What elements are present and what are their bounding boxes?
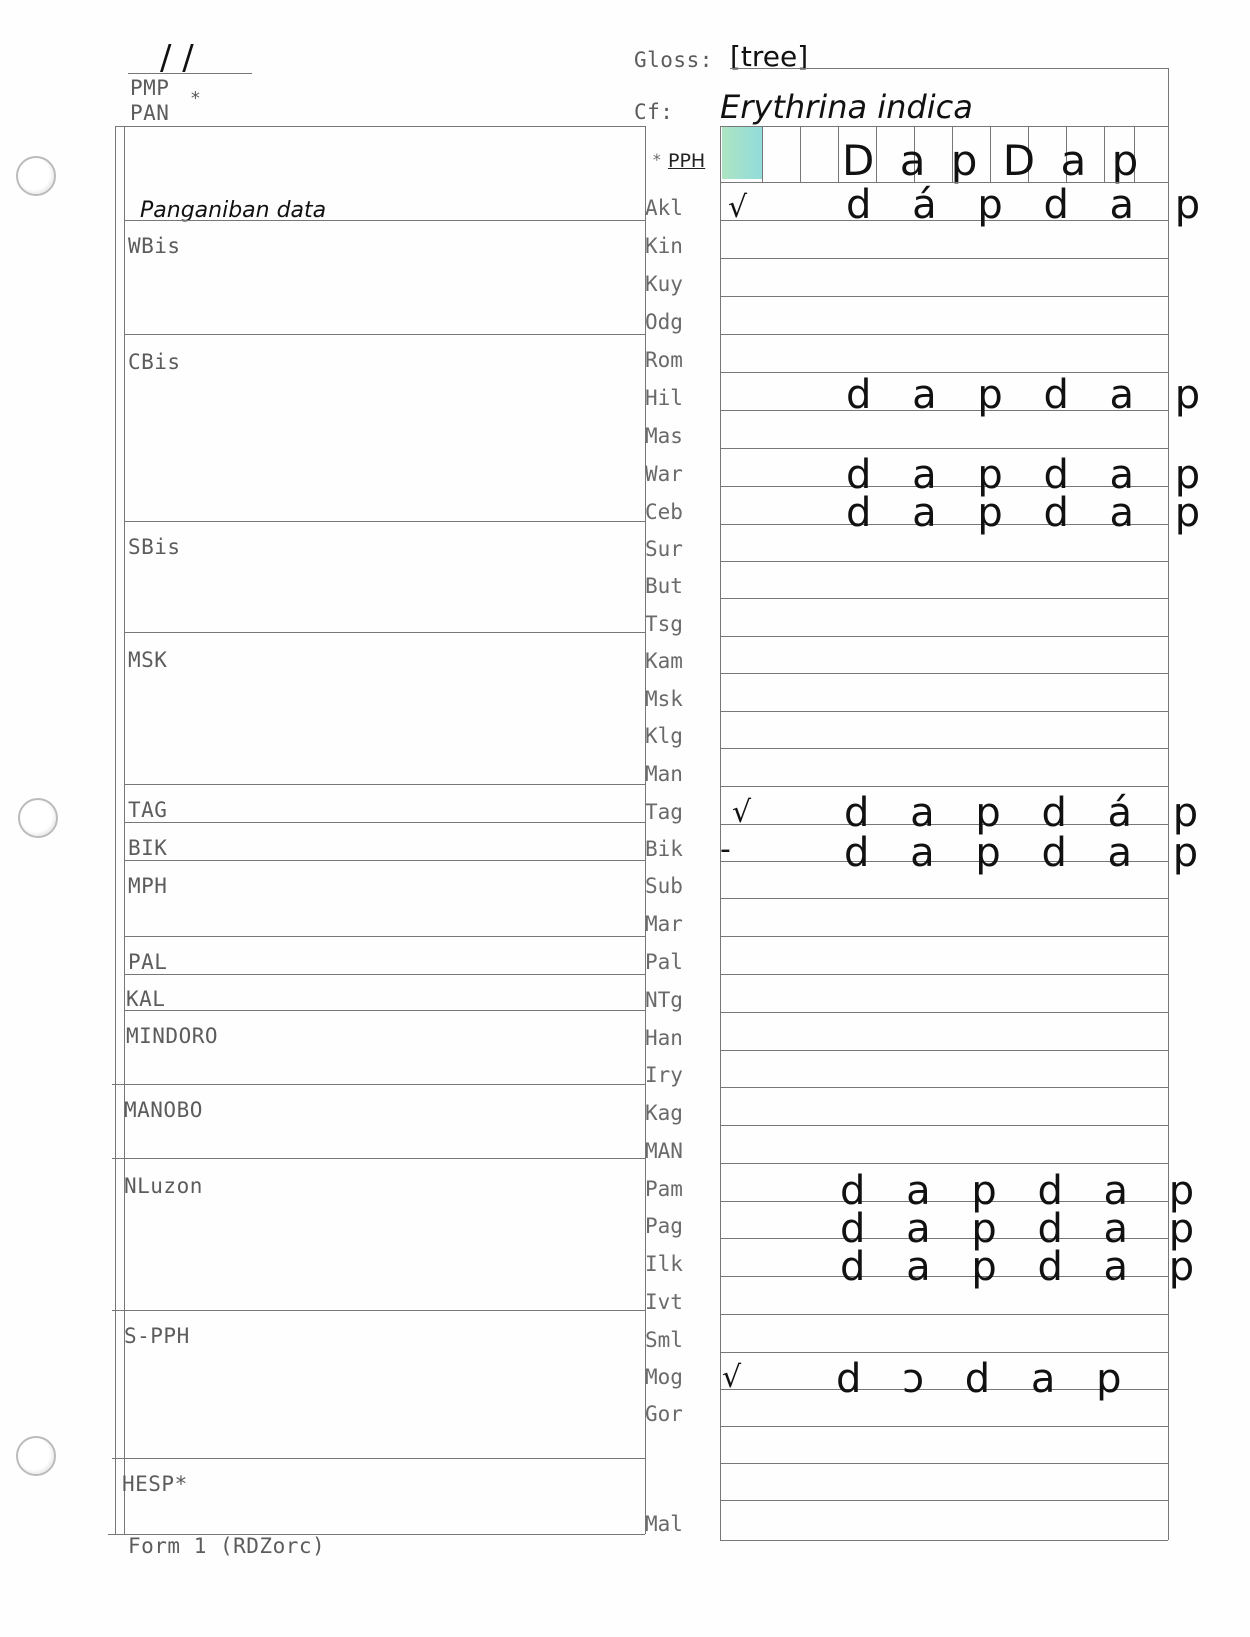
group-separator xyxy=(112,1158,645,1159)
ruled-line xyxy=(720,1087,1168,1088)
date-underline xyxy=(128,73,252,74)
lang-code-kam: Kam xyxy=(645,649,683,673)
ruled-line xyxy=(720,1352,1168,1353)
lang-code-ilk: Ilk xyxy=(645,1252,683,1276)
group-label-sbis: SBis xyxy=(128,535,181,559)
lang-code-han: Han xyxy=(645,1026,683,1050)
frame-bottom-right xyxy=(720,1540,1168,1541)
form-akl: d á p d a p xyxy=(846,182,1215,228)
group-separator xyxy=(124,784,645,785)
lang-code-kag: Kag xyxy=(645,1101,683,1125)
highlight-marker xyxy=(722,127,762,179)
group-separator xyxy=(124,334,645,335)
proto-star: * xyxy=(652,150,662,169)
group-label-nluzon: NLuzon xyxy=(124,1174,203,1198)
ruled-line xyxy=(720,258,1168,259)
ruled-line xyxy=(720,1012,1168,1013)
form-pag: d a p d a p xyxy=(840,1206,1209,1252)
group-separator xyxy=(124,632,645,633)
lang-code-mar: Mar xyxy=(645,912,683,936)
ruled-line xyxy=(720,673,1168,674)
group-label-tag: TAG xyxy=(128,798,168,822)
group-separator xyxy=(124,1010,645,1011)
lang-code-pam: Pam xyxy=(645,1177,683,1201)
ruled-line xyxy=(720,1500,1168,1501)
group-label-spph: S-PPH xyxy=(124,1324,190,1348)
lang-code-sml: Sml xyxy=(645,1328,683,1352)
group-label-mph: MPH xyxy=(128,874,168,898)
gloss-underline xyxy=(730,68,1168,69)
form-ilk: d a p d a p xyxy=(840,1244,1209,1290)
group-label-hesp: HESP* xyxy=(122,1472,188,1496)
group-label-cbis: CBis xyxy=(128,350,181,374)
lang-code-klg: Klg xyxy=(645,724,683,748)
date-slashes: / / xyxy=(160,38,194,78)
ruled-line xyxy=(720,786,1168,787)
lang-code-but: But xyxy=(645,574,683,598)
lang-code-rom: Rom xyxy=(645,348,683,372)
ruled-line xyxy=(720,636,1168,637)
group-separator xyxy=(112,1084,645,1085)
form-tag: d a p d á p xyxy=(844,790,1213,836)
lang-code-man: Man xyxy=(645,762,683,786)
group-separator xyxy=(112,1458,645,1459)
ruled-line xyxy=(720,1314,1168,1315)
group-separator xyxy=(124,860,645,861)
frame-top-left xyxy=(115,126,645,127)
panganiban-underline xyxy=(124,220,645,221)
proto-form: D a p D a p xyxy=(842,136,1145,185)
check-mark-akl: √ xyxy=(728,190,748,225)
lang-code-tag: Tag xyxy=(645,800,683,824)
frame-left xyxy=(115,126,116,1534)
lang-code-bik: Bik xyxy=(645,837,683,861)
lang-code-hil: Hil xyxy=(645,386,683,410)
form-pam: d a p d a p xyxy=(840,1168,1209,1214)
ruled-line xyxy=(720,561,1168,562)
pmp-star: * xyxy=(190,88,202,109)
lang-code-akl: Akl xyxy=(645,196,683,220)
lang-code-mog: Mog xyxy=(645,1365,683,1389)
form-war: d a p d a p xyxy=(846,452,1215,498)
proto-tick xyxy=(838,126,839,182)
punch-hole-middle xyxy=(18,798,58,838)
ruled-line xyxy=(720,1163,1168,1164)
ruled-line xyxy=(720,1426,1168,1427)
dash-mark-bik: - xyxy=(720,832,731,867)
group-separator xyxy=(124,521,645,522)
frame-mid-left xyxy=(645,126,646,1534)
ruled-line xyxy=(720,936,1168,937)
lang-code-iry: Iry xyxy=(645,1063,683,1087)
lang-code-pag: Pag xyxy=(645,1214,683,1238)
lang-code-pal: Pal xyxy=(645,950,683,974)
form-mog: d ɔ d a p xyxy=(836,1356,1136,1402)
lang-code-war: War xyxy=(645,462,683,486)
ruled-line xyxy=(720,448,1168,449)
lang-code-man-group: MAN xyxy=(645,1139,683,1163)
group-label-manobo: MANOBO xyxy=(124,1098,203,1122)
form-bik: d a p d a p xyxy=(844,830,1213,876)
panganiban-note: Panganiban data xyxy=(140,198,327,223)
frame-left-inner xyxy=(124,126,125,1534)
lang-code-ntg: NTg xyxy=(645,988,683,1012)
ruled-line xyxy=(720,748,1168,749)
pan-label: PAN xyxy=(130,101,170,125)
proto-label: PPH xyxy=(668,150,706,172)
lang-code-mas: Mas xyxy=(645,424,683,448)
frame-top-right xyxy=(720,126,1168,127)
check-mark-mog: √ xyxy=(722,1360,742,1395)
lang-code-ivt: Ivt xyxy=(645,1290,683,1314)
lang-code-kin: Kin xyxy=(645,234,683,258)
check-mark-tag: √ xyxy=(732,795,752,830)
ruled-line xyxy=(720,334,1168,335)
ruled-line xyxy=(720,711,1168,712)
cf-label: Cf: xyxy=(634,100,674,124)
form-ceb: d a p d a p xyxy=(846,490,1215,536)
lang-code-sur: Sur xyxy=(645,537,683,561)
lang-code-odg: Odg xyxy=(645,310,683,334)
form-footer-label: Form 1 (RDZorc) xyxy=(128,1534,326,1558)
ruled-line xyxy=(720,1125,1168,1126)
proto-tick xyxy=(800,126,801,182)
group-separator xyxy=(124,936,645,937)
lang-code-sub: Sub xyxy=(645,874,683,898)
group-label-msk: MSK xyxy=(128,648,168,672)
ruled-line xyxy=(720,898,1168,899)
lang-code-gor: Gor xyxy=(645,1402,683,1426)
ruled-line xyxy=(720,974,1168,975)
lang-code-kuy: Kuy xyxy=(645,272,683,296)
lang-code-tsg: Tsg xyxy=(645,612,683,636)
punch-hole-top xyxy=(16,156,56,196)
gloss-label: Gloss: xyxy=(634,48,713,72)
lang-code-ceb: Ceb xyxy=(645,500,683,524)
ruled-line xyxy=(720,598,1168,599)
ruled-line xyxy=(720,1050,1168,1051)
ruled-line xyxy=(720,296,1168,297)
group-separator xyxy=(124,822,645,823)
group-label-kal: KAL xyxy=(126,987,166,1011)
ruled-line xyxy=(720,1463,1168,1464)
group-separator xyxy=(124,974,645,975)
group-label-mindoro: MINDORO xyxy=(126,1024,219,1048)
group-separator xyxy=(112,1310,645,1311)
cf-value: Erythrina indica xyxy=(720,88,973,126)
form-hil: d a p d a p xyxy=(846,372,1215,418)
pmp-label: PMP xyxy=(130,76,170,100)
gloss-value: [tree] xyxy=(730,40,809,73)
group-label-wbis: WBis xyxy=(128,234,181,258)
proto-tick xyxy=(762,126,763,182)
lang-code-mal: Mal xyxy=(645,1512,683,1536)
punch-hole-bottom xyxy=(16,1436,56,1476)
group-label-pal: PAL xyxy=(128,950,168,974)
group-label-bik: BIK xyxy=(128,836,168,860)
lang-code-msk: Msk xyxy=(645,687,683,711)
